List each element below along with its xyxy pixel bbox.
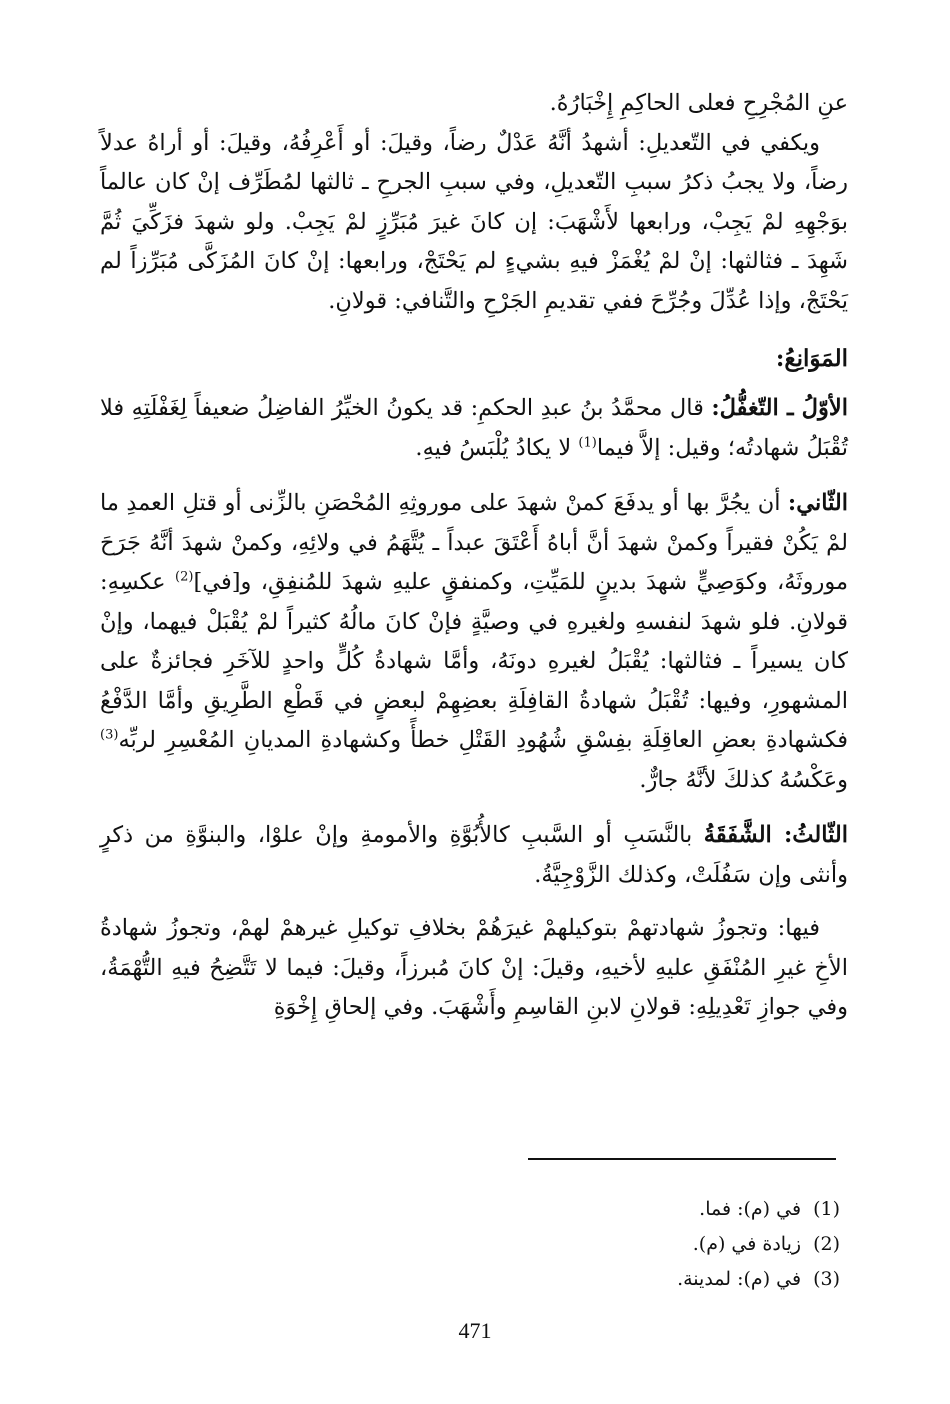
footnote-1 — [500, 1192, 840, 1227]
footnote-ref-2[interactable]: (2) — [175, 569, 194, 585]
footnote-ref-3[interactable]: (3) — [100, 727, 119, 743]
second-impediment-text-b: عكسِهِ: قولانِ. فلو شهدَ لنفسهِ ولغيرهِ في وصيَّةٍ فإنْ كانَ مالُهُ كثيراً لمْ يُقْبَلْ فيهما، وإنْ كان يسيراً ـ فثالثها: يُقْبَلُ لغيرهِ دونَهُ، وأمَّا شهادةُ كُلٍّ واحدٍ للآخَرِ فجائزةٌ على المشهورِ، وفيها: تُقْبَلُ شهادةُ القافِلَةِ بعضِهِمْ لبعضٍ في قَطْعِ الطَّرِيقِ وأمَّا الدَّفْعُ فكشهادةِ بعضِ العاقِلَةِ بفِسْقِ شُهُودِ القَتْلِ خطأً وكشهادةِ المديانِ المُعْسِرِ لربِّه — [100, 569, 848, 753]
page-body — [100, 84, 848, 1028]
paragraph-tadil: ويكفي في التّعديلِ: أشهدُ أنَّهُ عَدْلٌ رضاً، وقيلَ: أو أَعْرِفُهُ، وقيلَ: أو أراهُ عدلاً رضاً، ولا يجبُ ذكرُ سببِ التّعديلِ، وفي سببِ الجرحِ ـ ثالثها لمُطَرِّف إنْ كان عالماً بوَجْهِهِ لمْ يَجِبْ، ورابعها لأَشْهَبَ: إن كانَ غيرَ مُبَرِّزٍ لمْ يَجِبْ. ولو شهدَ فزَكِّيَ ثُمَّ شَهِدَ ـ فثالثها: إنْ لمْ يُغْمَزْ فيهِ بشيءٍ لم يَحْتَجْ، ورابعها: إنْ كانَ المُزَكَّى مُبَرِّزاً لم يَحْتَجْ، وإذا عُدِّلَ وجُرِّحَ ففي تقديمِ الجَرْحِ والتَّنافي: قولانِ. — [100, 129, 848, 314]
first-impediment-end: لا يكادُ يُلْبَسُ فيهِ. — [415, 434, 579, 461]
footnote-text: في (م): لمدينة. — [677, 1268, 802, 1290]
footnote-text: في (م): فما. — [699, 1198, 802, 1220]
third-impediment-title: الثّالثُ: الشَّفَقَةُ — [703, 822, 848, 848]
page-number: 471 — [458, 1318, 492, 1343]
second-impediment-text-a: أن يجُرَّ بها أو يدفَعَ كمنْ شهدَ على موروثِهِ المُحْصَنِ بالزِّنى أو قتلِ العمدِ ما لمْ يَكُنْ فقيراً وكمنْ شهدَ أنَّ أباهُ أَعْتَقَ عبداً ـ يُتَّهَمُ في ولائِهِ، وكمنْ شهدَ أنَّهُ جَرَحَ موروثَهُ، وكوَصِيٍّ شهدَ بدينٍ للمَيِّتِ، وكمنفقٍ عليهِ شهدَ للمُنفِقِ، و[في] — [100, 490, 848, 595]
footnotes — [500, 1192, 840, 1297]
second-impediment-title: الثّاني: — [787, 490, 848, 516]
footnote-text: زيادة في (م). — [692, 1233, 802, 1255]
footnote-2 — [500, 1227, 840, 1262]
footnote-divider — [528, 1158, 836, 1160]
paragraph-third-impediment — [100, 816, 848, 895]
intro-line: عنِ المُجْرِحِ فعلى الحاكِمِ إِخْبَارُهُ. — [549, 90, 848, 116]
second-impediment-text-c: وعَكْسُهُ كذلكَ لأنَّهُ جارٌّ. — [639, 766, 848, 793]
section-heading: المَوَانِعُ: — [775, 345, 848, 372]
first-impediment-text: قال محمَّدُ بنُ عبدِ الحكمِ: قد يكونُ الخيِّرُ الفاضِلُ ضعيفاً لِغَفْلَتِهِ فلا تُقْبَلُ شهادتُه؛ وقيل: إلاَّ فيما — [100, 395, 848, 461]
paragraph-first-impediment — [100, 389, 848, 468]
paragraph-fiha: فيها: وتجوزُ شهادتهمْ بتوكيلهمْ غيرَهُمْ بخلافِ توكيلِ غيرهمْ لهمْ، وتجوزُ شهادةُ الأخِ غيرِ المُنْفَقِ عليهِ لأخيهِ، وقيلَ: إنْ كانَ مُبرزاً، وقيلَ: فيما لا تَتَّضِحُ فيهِ التُّهْمَةُ، وفي جوازِ تَعْدِيلِهِ: قولانِ لابنِ القاسِمِ وأَشْهَبَ. وفي إلحاقِ إِخْوَةِ — [100, 915, 848, 1020]
footnote-number: (2) — [813, 1233, 840, 1255]
first-impediment-title: الأوّلُ ـ التّغفُّلُ: — [711, 395, 848, 421]
footnote-number: (3) — [813, 1268, 840, 1290]
paragraph-second-impediment — [100, 484, 848, 800]
third-impediment-text: بالنَّسَبِ أو السَّببِ كالأُبُوَّةِ والأمومةِ وإنْ علوْا، والبنوَّةِ من ذكرٍ وأنثى وإن سَفُلَتْ، وكذلك الزَّوْجِيَّةُ. — [100, 822, 848, 888]
footnote-number: (1) — [813, 1198, 840, 1220]
footnote-ref-1[interactable]: (1) — [578, 435, 597, 450]
footnote-3 — [500, 1262, 840, 1297]
